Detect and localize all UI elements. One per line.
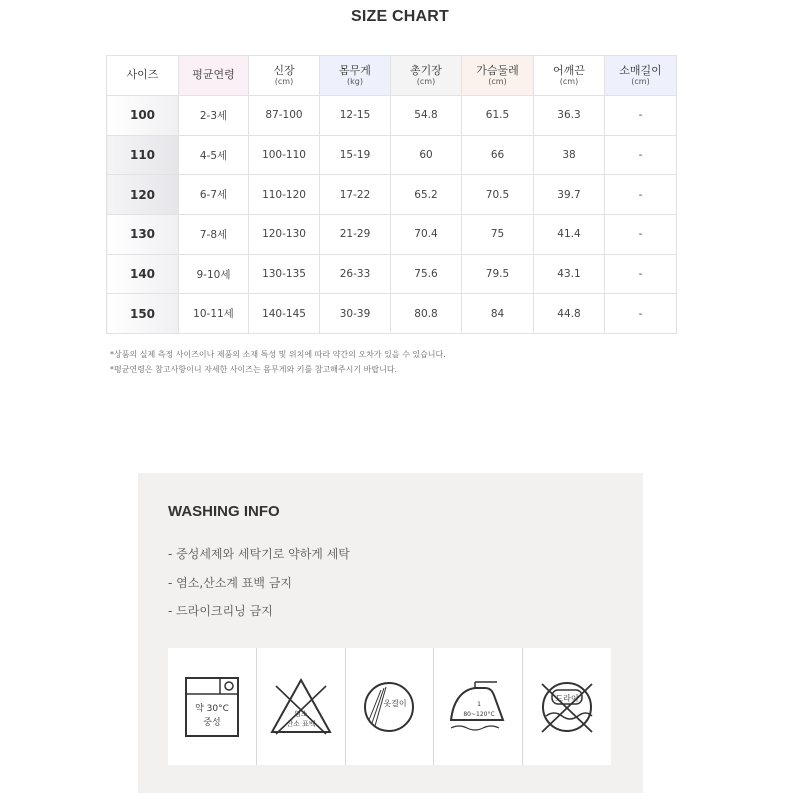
cell-age: 9-10세	[179, 254, 249, 294]
hang-dry-label: 옷걸이	[383, 698, 408, 708]
cell-size: 120	[107, 175, 179, 215]
cell-size: 130	[107, 215, 179, 255]
cell-shoulder-strap: 44.8	[534, 294, 605, 334]
size-chart-table	[106, 55, 677, 334]
no-bleach-icon	[256, 648, 345, 765]
washing-instructions	[168, 545, 350, 631]
size-notes	[110, 347, 446, 377]
machine-wash-temp: 약 30°C	[194, 703, 229, 714]
header-chest: 가슴둘레 (cm)	[462, 56, 534, 96]
cell-total-length: 65.2	[391, 175, 462, 215]
table-row	[107, 96, 677, 136]
list-item: - 드라이크리닝 금지	[168, 604, 273, 618]
no-dry-clean-icon	[522, 648, 611, 765]
cell-age: 10-11세	[179, 294, 249, 334]
cell-sleeve: -	[605, 215, 677, 255]
header-height: 신장 (cm)	[249, 56, 320, 96]
cell-height: 120-130	[249, 215, 320, 255]
header-age: 평균연령	[179, 56, 249, 96]
cell-chest: 79.5	[462, 254, 534, 294]
page-title: SIZE CHART	[351, 8, 449, 25]
cell-chest: 66	[462, 135, 534, 175]
header-weight: 몸무게 (kg)	[320, 56, 391, 96]
cell-total-length: 70.4	[391, 215, 462, 255]
cell-weight: 26-33	[320, 254, 391, 294]
cell-size: 150	[107, 294, 179, 334]
cell-size: 140	[107, 254, 179, 294]
cell-chest: 61.5	[462, 96, 534, 136]
cell-size: 110	[107, 135, 179, 175]
cell-shoulder-strap: 38	[534, 135, 605, 175]
table-row	[107, 294, 677, 334]
cell-age: 2-3세	[179, 96, 249, 136]
iron-icon	[433, 648, 522, 765]
table-header-row	[107, 56, 677, 96]
cell-size: 100	[107, 96, 179, 136]
note-line: *상품의 실제 측정 사이즈이나 제품의 소재 특성 및 위치에 따라 약간의 오차가 있을 수 있습니다.	[110, 350, 446, 359]
cell-sleeve: -	[605, 294, 677, 334]
table-row	[107, 254, 677, 294]
cell-height: 100-110	[249, 135, 320, 175]
cell-height: 110-120	[249, 175, 320, 215]
header-size: 사이즈	[107, 56, 179, 96]
washing-info-title: WASHING INFO	[168, 503, 280, 520]
cell-total-length: 60	[391, 135, 462, 175]
cell-sleeve: -	[605, 175, 677, 215]
iron-temp: 80~120°C	[463, 710, 495, 718]
machine-wash-detergent: 중성	[203, 717, 221, 728]
header-sleeve: 소매길이 (cm)	[605, 56, 677, 96]
list-item: - 염소,산소계 표백 금지	[168, 575, 292, 590]
cell-weight: 17-22	[320, 175, 391, 215]
cell-chest: 84	[462, 294, 534, 334]
table-row	[107, 215, 677, 255]
no-bleach-label-1: 염소	[293, 709, 308, 718]
cell-weight: 21-29	[320, 215, 391, 255]
cell-shoulder-strap: 36.3	[534, 96, 605, 136]
cell-height: 87-100	[249, 96, 320, 136]
cell-weight: 30-39	[320, 294, 391, 334]
cell-chest: 75	[462, 215, 534, 255]
machine-wash-icon	[168, 648, 256, 765]
list-item: - 중성세제와 세탁기로 약하게 세탁	[168, 547, 350, 561]
note-line: *평균연령은 참고사항이니 자세한 사이즈는 몸무게와 키를 참고해주시기 바랍니다.	[110, 365, 398, 374]
washing-info-panel	[138, 473, 643, 793]
cell-height: 130-135	[249, 254, 320, 294]
cell-total-length: 54.8	[391, 96, 462, 136]
cell-age: 4-5세	[179, 135, 249, 175]
cell-sleeve: -	[605, 96, 677, 136]
cell-sleeve: -	[605, 135, 677, 175]
table-row	[107, 135, 677, 175]
hang-dry-icon	[345, 648, 434, 765]
iron-level: 1	[477, 700, 482, 708]
cell-total-length: 80.8	[391, 294, 462, 334]
cell-shoulder-strap: 39.7	[534, 175, 605, 215]
cell-chest: 70.5	[462, 175, 534, 215]
cell-total-length: 75.6	[391, 254, 462, 294]
cell-age: 7-8세	[179, 215, 249, 255]
no-bleach-label-2: 산소 표백	[286, 719, 316, 728]
cell-height: 140-145	[249, 294, 320, 334]
cell-weight: 12-15	[320, 96, 391, 136]
no-dry-clean-label: 드라이	[555, 693, 579, 703]
cell-sleeve: -	[605, 254, 677, 294]
table-row	[107, 175, 677, 215]
cell-shoulder-strap: 41.4	[534, 215, 605, 255]
cell-shoulder-strap: 43.1	[534, 254, 605, 294]
header-total-length: 총기장 (cm)	[391, 56, 462, 96]
care-symbols	[168, 648, 611, 765]
cell-weight: 15-19	[320, 135, 391, 175]
header-shoulder-strap: 어깨끈 (cm)	[534, 56, 605, 96]
cell-age: 6-7세	[179, 175, 249, 215]
